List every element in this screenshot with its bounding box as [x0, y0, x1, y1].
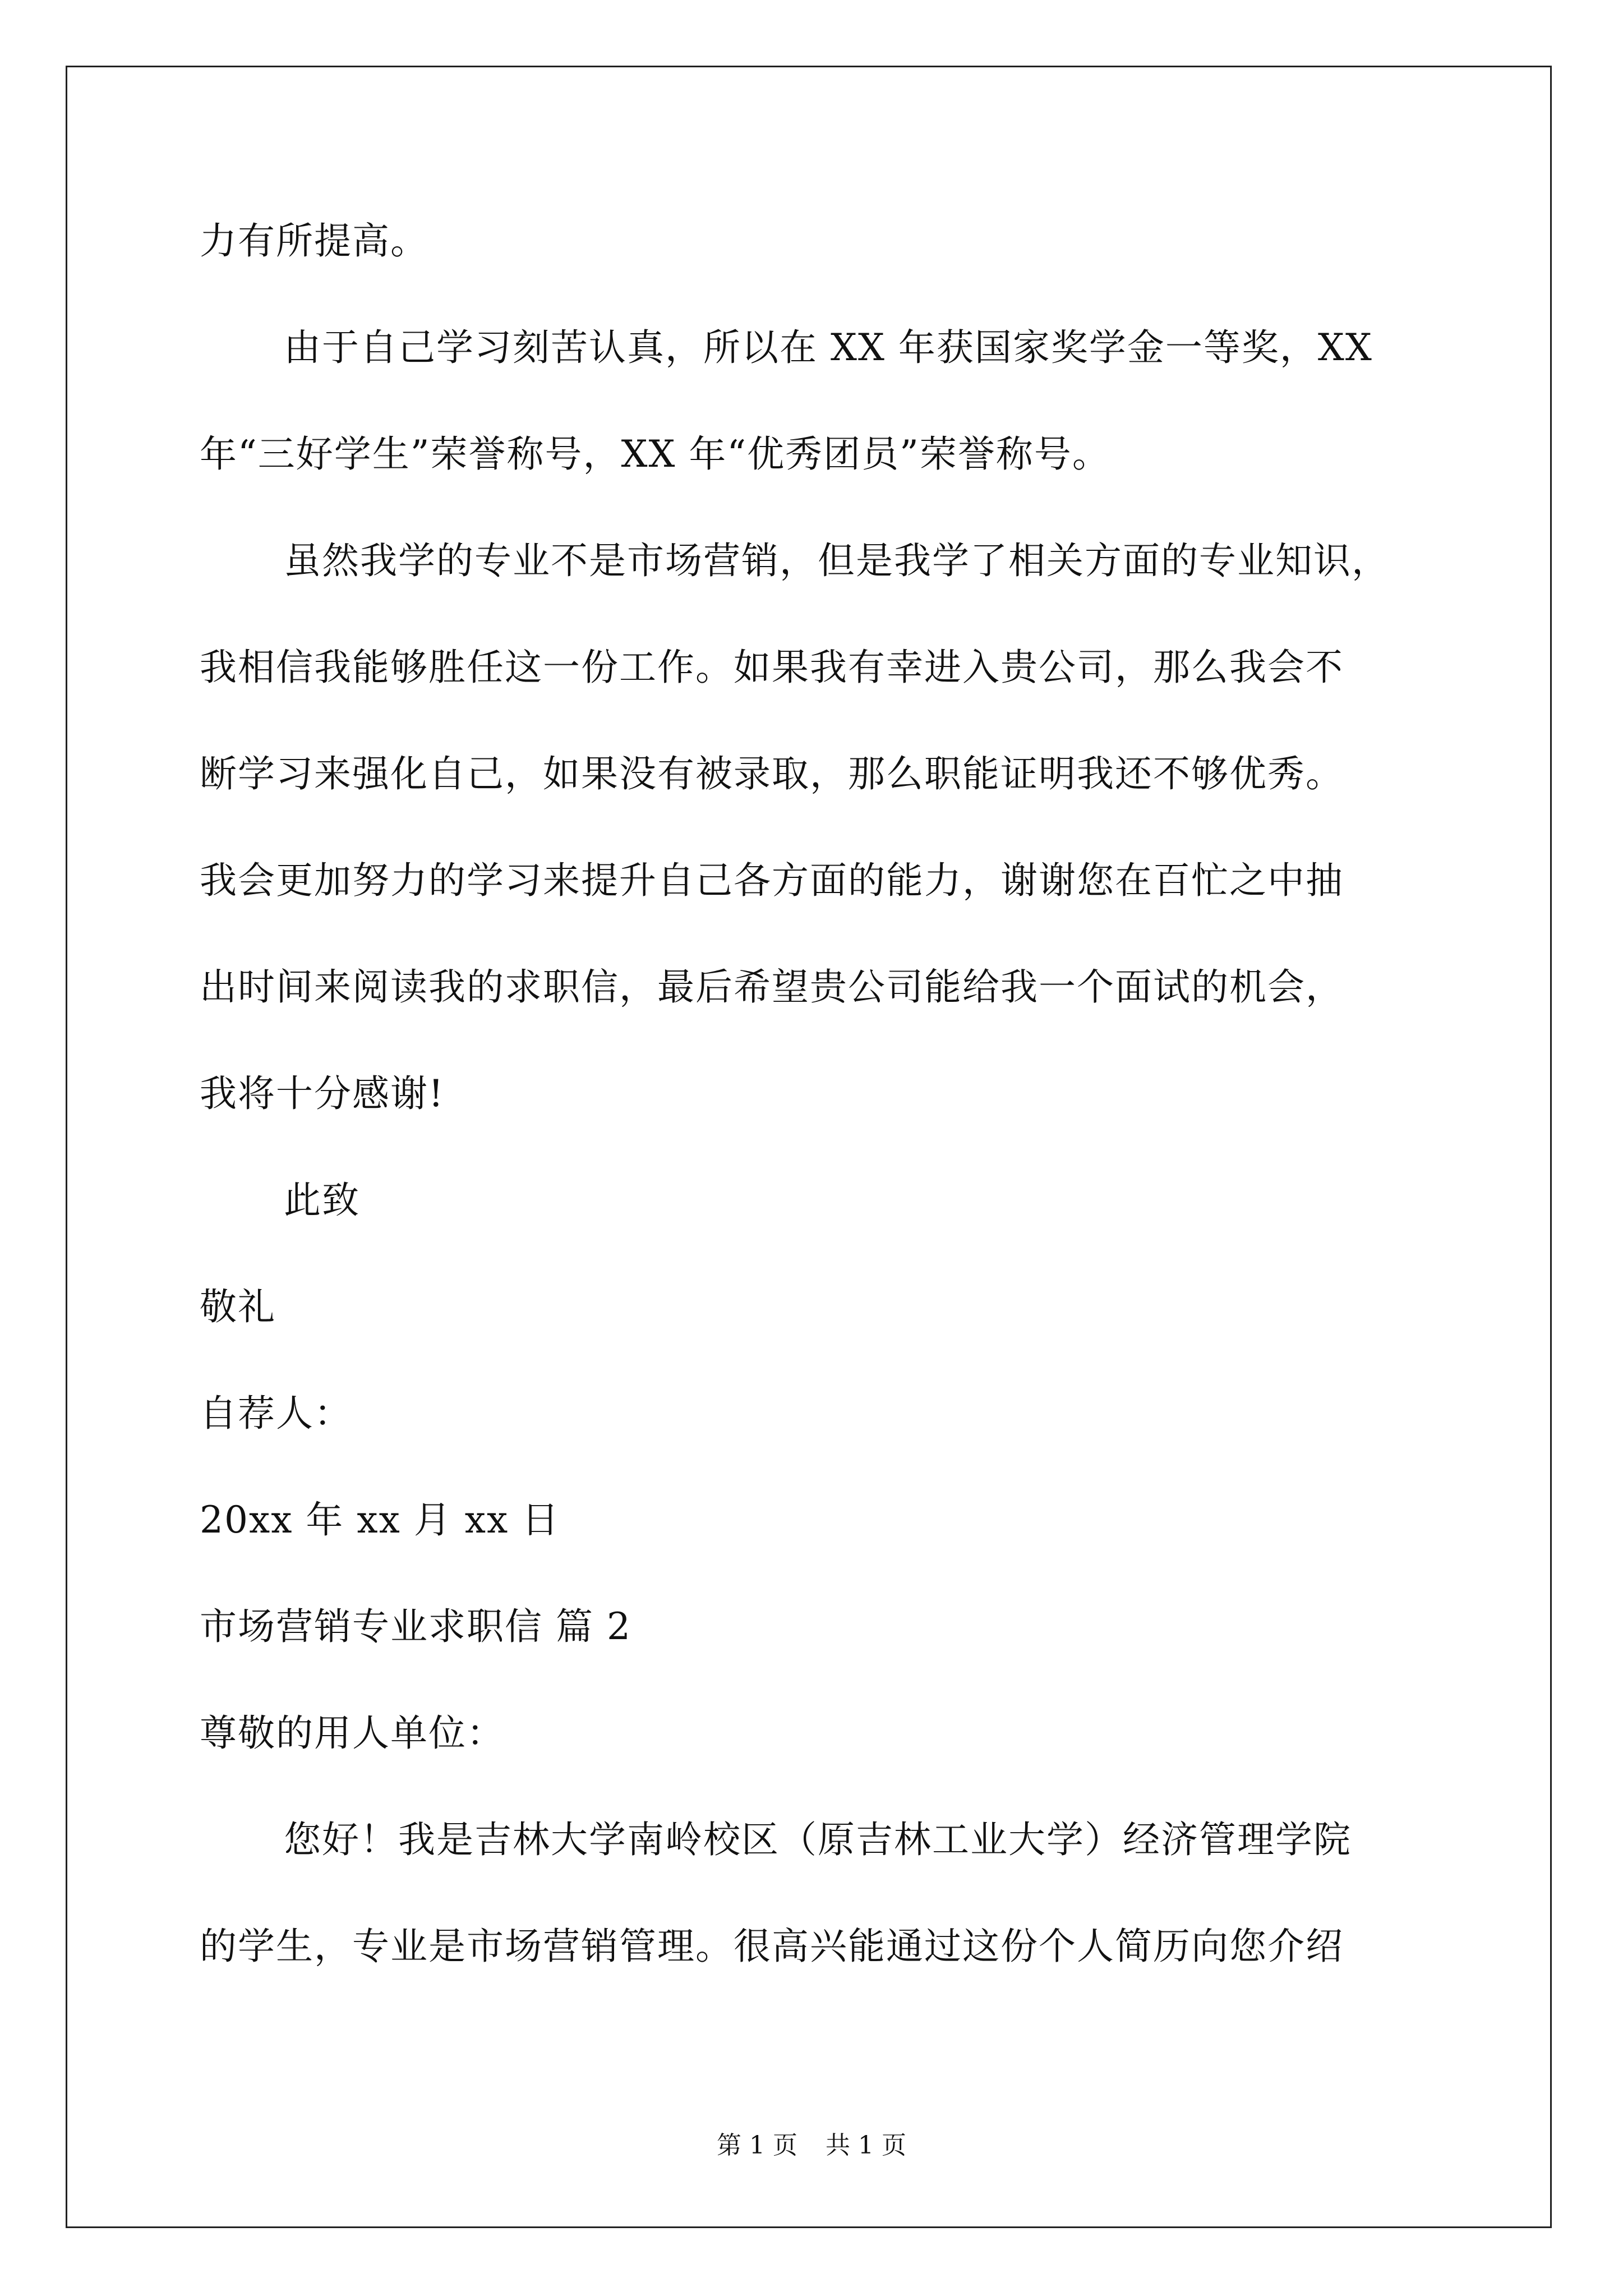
page-number: 第 1 页 — [717, 2131, 797, 2160]
page-footer — [0, 2130, 1623, 2161]
text-line: 我相信我能够胜任这一份工作。如果我有幸进入贵公司，那么我会不 — [200, 646, 1344, 689]
page-count: 共 1 页 — [826, 2131, 906, 2160]
greeting: 尊敬的用人单位： — [200, 1711, 505, 1755]
text-line: 出时间来阅读我的求职信，最后希望贵公司能给我一个面试的机会， — [200, 965, 1344, 1009]
text-line: 由于自己学习刻苦认真，所以在 XX 年获国家奖学金一等奖，XX — [284, 326, 1373, 369]
section-heading: 市场营销专业求职信 篇 2 — [200, 1605, 631, 1648]
text-line: 力有所提高。 — [200, 219, 428, 263]
text-line: 虽然我学的专业不是市场营销，但是我学了相关方面的专业知识， — [284, 539, 1390, 582]
text-line: 的学生，专业是市场营销管理。很高兴能通过这份个人简历向您介绍 — [200, 1925, 1344, 1968]
signature-label: 自荐人： — [200, 1392, 352, 1435]
text-line: 年“三好学生”荣誉称号，XX 年“优秀团员”荣誉称号。 — [200, 432, 1110, 476]
text-line: 您好！我是吉林大学南岭校区（原吉林工业大学）经济管理学院 — [284, 1818, 1352, 1861]
text-line: 我会更加努力的学习来提升自己各方面的能力，谢谢您在百忙之中抽 — [200, 859, 1344, 902]
closing-regards: 敬礼 — [200, 1285, 276, 1328]
page-border — [66, 66, 1552, 2228]
text-line: 断学习来强化自己，如果没有被录取，那么职能证明我还不够优秀。 — [200, 752, 1344, 795]
closing-salutation: 此致 — [284, 1179, 360, 1222]
text-line: 我将十分感谢! — [200, 1072, 445, 1115]
date-line: 20xx 年 xx 月 xx 日 — [200, 1498, 560, 1542]
